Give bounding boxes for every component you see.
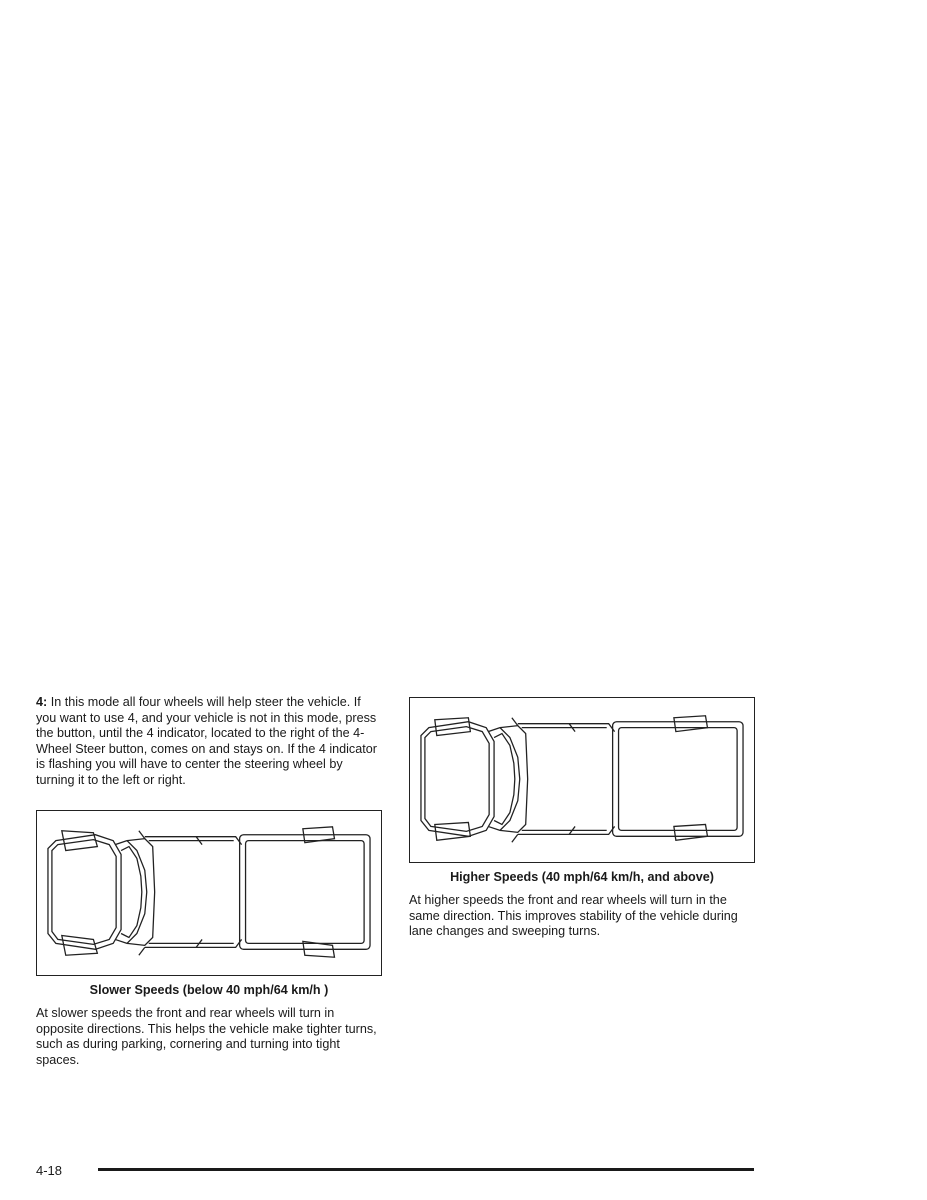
intro-section	[36, 695, 382, 789]
page-number: 4-18	[36, 1163, 63, 1178]
truck-top-view-same-steer	[410, 698, 754, 862]
intro-paragraph	[36, 695, 382, 789]
slower-speeds-figure	[36, 810, 382, 976]
footer-rule	[98, 1168, 754, 1171]
truck-top-view-opposite-steer	[37, 811, 381, 975]
intro-mode-label: 4:	[36, 695, 48, 709]
higher-speeds-figure	[409, 697, 755, 863]
higher-speeds-caption: Higher Speeds (40 mph/64 km/h, and above)	[450, 870, 714, 884]
higher-speeds-description: At higher speeds the front and rear wheels will turn in the same direction. This improves stability of the vehicle during lane changes and sweeping turns.	[409, 893, 738, 939]
slower-speeds-caption: Slower Speeds (below 40 mph/64 km/h )	[89, 983, 329, 997]
slower-speeds-description: At slower speeds the front and rear wheels will turn in opposite directions. This helps the vehicle make tighter turns, such as during parking, cornering and turning into tight spaces.	[36, 1006, 377, 1067]
intro-text: In this mode all four wheels will help steer the vehicle. If you want to use 4, and your vehicle is not in this mode, press the button, until the 4 indicator, located to the right of the 4-Wheel Steer button, comes on and stays on. If the 4 indicator is flashing you will have to center the steering wheel by turning it to the left or right.	[36, 695, 377, 787]
